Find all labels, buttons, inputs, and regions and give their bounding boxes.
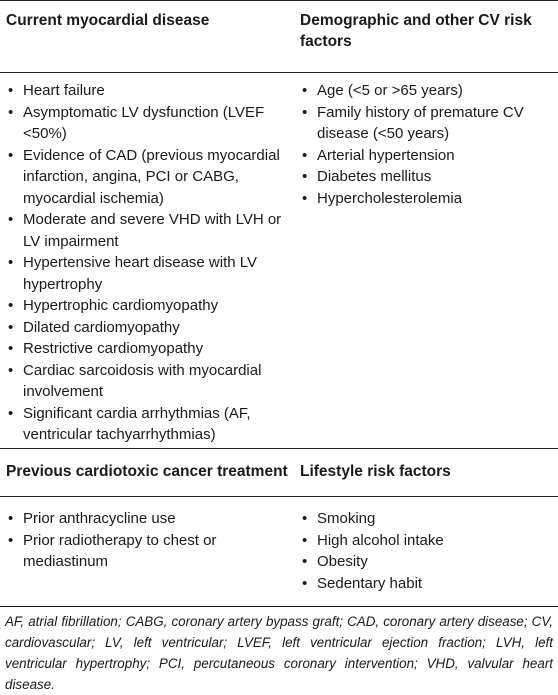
- lifestyle-risk-list: [300, 508, 550, 594]
- list-item-text: Moderate and severe VHD with LVH or LV impairment: [23, 211, 282, 250]
- bullet-glyph: •: [8, 340, 14, 357]
- bullet-glyph: •: [8, 510, 14, 527]
- list-item-text: Heart failure: [23, 82, 105, 99]
- bullet-glyph: •: [302, 531, 308, 549]
- bullet-glyph: •: [302, 146, 308, 164]
- bullet-glyph: •: [8, 103, 14, 121]
- list-item: [300, 530, 550, 552]
- bullet-glyph: •: [8, 404, 14, 422]
- bullet-glyph: •: [8, 361, 14, 379]
- list-item: [300, 102, 550, 145]
- list-item-text: Prior radiotherapy to chest or mediastinum: [23, 531, 217, 570]
- section-header-divider-rule: [0, 496, 558, 497]
- list-item: [6, 403, 288, 446]
- bullet-glyph: •: [8, 82, 14, 99]
- list-item: [300, 188, 550, 210]
- list-item: [300, 166, 550, 188]
- bullet-glyph: •: [302, 510, 308, 527]
- list-item: [6, 530, 288, 573]
- cardiotoxic-treatment-list: [6, 508, 288, 573]
- bullet-glyph: •: [302, 103, 308, 121]
- list-item-text: Age (<5 or >65 years): [317, 82, 463, 99]
- list-item: [6, 295, 288, 317]
- bullet-glyph: •: [8, 211, 14, 228]
- bullet-glyph: •: [302, 82, 308, 99]
- header-previous-cardiotoxic-treatment: Previous cardiotoxic cancer treatment: [6, 463, 288, 480]
- list-item-text: Family history of premature CV disease (<50 years): [317, 103, 524, 142]
- list-item: [6, 508, 288, 530]
- list-item-text: Evidence of CAD (previous myocardial infarction, angina, PCI or CABG, myocardial ischemia): [23, 146, 280, 207]
- bullet-glyph: •: [302, 168, 308, 185]
- list-item-text: Hypertensive heart disease with LV hypertrophy: [23, 254, 258, 293]
- section-divider-rule: [0, 448, 558, 449]
- bullet-glyph: •: [8, 254, 14, 271]
- bullet-glyph: •: [8, 531, 14, 549]
- bullet-glyph: •: [302, 189, 308, 207]
- list-item-text: Obesity: [317, 553, 368, 570]
- list-item-text: Restrictive cardiomyopathy: [23, 340, 204, 357]
- table-bottom-rule: [0, 606, 558, 607]
- list-item: [6, 209, 288, 252]
- list-item-text: Prior anthracycline use: [23, 510, 176, 527]
- bullet-glyph: •: [8, 318, 14, 336]
- demographic-risk-list: [300, 80, 550, 209]
- list-item: [6, 317, 288, 339]
- list-item-text: Dilated cardiomyopathy: [23, 318, 180, 336]
- list-item-text: High alcohol intake: [317, 531, 444, 549]
- header-demographic-cv-risk-factors: Demographic and other CV risk factors: [300, 12, 532, 50]
- list-item-text: Significant cardia arrhythmias (AF, ventricular tachyarrhythmias): [23, 404, 251, 443]
- list-item: [6, 80, 288, 102]
- list-item-text: Asymptomatic LV dysfunction (LVEF <50%): [23, 103, 265, 142]
- header-divider-rule: [0, 72, 558, 73]
- table-footnote: AF, atrial fibrillation; CABG, coronary artery bypass graft; CAD, coronary artery disease; CV, cardiovascular; LV, left ventricular; LVEF, left ventricular ejection fraction; LVH, left ventricular hypertrophy; PCI, percutaneous coronary intervention; VHD, valvular heart disease.: [5, 614, 553, 692]
- header-current-myocardial-disease: Current myocardial disease: [6, 12, 210, 29]
- list-item-text: Smoking: [317, 510, 376, 527]
- list-item-text: Hypercholesterolemia: [317, 189, 463, 207]
- list-item-text: Diabetes mellitus: [317, 168, 432, 185]
- list-item-text: Cardiac sarcoidosis with myocardial involvement: [23, 361, 262, 400]
- list-item: [6, 338, 288, 360]
- list-item: [6, 102, 288, 145]
- myocardial-disease-list: [6, 80, 288, 446]
- bullet-glyph: •: [302, 574, 308, 592]
- list-item-text: Hypertrophic cardiomyopathy: [23, 297, 219, 314]
- list-item-text: Sedentary habit: [317, 574, 423, 592]
- bullet-glyph: •: [8, 297, 14, 314]
- list-item: [6, 252, 288, 295]
- list-item: [300, 508, 550, 530]
- list-item: [300, 145, 550, 167]
- list-item: [300, 573, 550, 595]
- list-item: [300, 80, 550, 102]
- bullet-glyph: •: [8, 146, 14, 164]
- list-item-text: Arterial hypertension: [317, 146, 455, 164]
- list-item: [6, 145, 288, 210]
- list-item: [300, 551, 550, 573]
- bullet-glyph: •: [302, 553, 308, 570]
- table-top-rule: [0, 0, 558, 1]
- list-item: [6, 360, 288, 403]
- header-lifestyle-risk-factors: Lifestyle risk factors: [300, 463, 451, 480]
